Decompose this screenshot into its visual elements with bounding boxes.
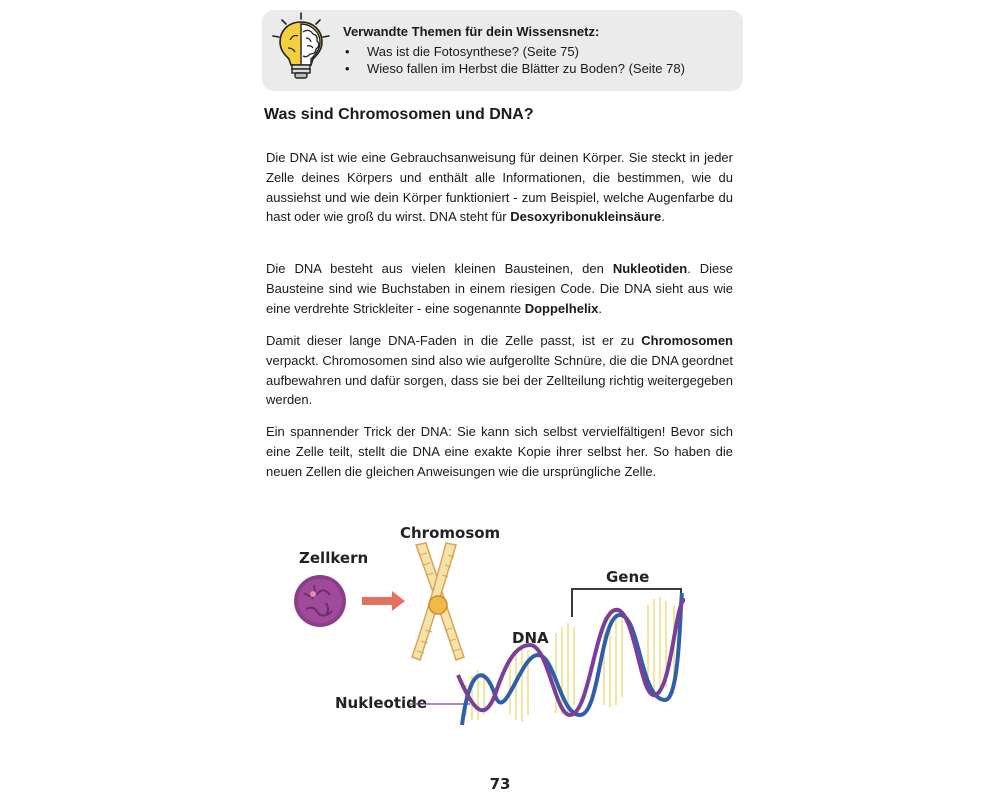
arrow-icon <box>362 591 405 611</box>
paragraph-1-end: . <box>661 209 665 225</box>
related-topic-text: Was ist die Fotosynthese? (Seite 75) <box>367 44 579 59</box>
chromosome-icon <box>412 543 464 660</box>
bullet-icon: • <box>345 44 350 59</box>
paragraph-3-text-a: Damit dieser lange DNA-Faden in die Zelle passt, ist er zu <box>266 333 642 348</box>
paragraph-2-text-c: . <box>598 300 603 316</box>
paragraph-4 <box>266 422 733 481</box>
dna-diagram <box>280 515 720 740</box>
term-nukleotiden: Nukleotiden <box>612 261 688 276</box>
paragraph-2-text-b: . Diese Bausteine sind wie Buchstaben in einem riesigen Code. Die DNA sieht aus wie eine verdrehte Strickleiter - eine sogenannte <box>266 261 733 316</box>
paragraph-3 <box>266 331 733 410</box>
paragraph-3-text-b: verpackt. Chromosomen sind also wie aufgerollte Schnüre, die die DNA geordnet aufbewahren und dafür sorgen, dass sie bei der Zellteilung richtig weitergegeben werden. <box>266 352 733 408</box>
related-topics-box <box>262 10 743 91</box>
lightbulb-brain-icon <box>270 12 332 82</box>
paragraph-2-text-a: Die DNA besteht aus vielen kleinen Bausteinen, den <box>266 261 613 276</box>
term-doppelhelix: Doppelhelix <box>524 300 599 316</box>
related-topics-title: Verwandte Themen für dein Wissensnetz: <box>343 24 600 39</box>
paragraph-1-text: Die DNA ist wie eine Gebrauchsanweisung für deinen Körper. Sie steckt in jeder Zelle deines Körpers und enthält alle Informationen, die bestimmen, wie du aussiehst und wie dein Körper funktioniert - zum Beispiel, welche Augenfarbe du hast oder wie groß du wirst. DNA steht für <box>266 150 733 225</box>
label-zellkern: Zellkern <box>299 549 369 567</box>
paragraph-4-text: Ein spannender Trick der DNA: Sie kann sich selbst vervielfältigen! Bevor sich eine Zelle teilt, stellt die DNA eine exakte Kopie ihrer selbst her. So haben die neuen Zellen die gleichen Anweisungen wie die ursprüngliche Zelle. <box>266 424 733 479</box>
label-nukleotide: Nukleotide <box>335 694 428 712</box>
page-number: 73 <box>489 775 511 793</box>
paragraph-2 <box>266 259 733 318</box>
related-topic-item[interactable] <box>343 60 685 77</box>
label-dna: DNA <box>512 629 549 647</box>
gene-bracket <box>572 589 681 617</box>
label-chromosom: Chromosom <box>400 524 501 542</box>
term-chromosomen: Chromosomen <box>641 333 733 348</box>
related-topic-text: Wieso fallen im Herbst die Blätter zu Boden? (Seite 78) <box>367 61 685 76</box>
nucleus-icon <box>294 575 346 627</box>
bullet-icon: • <box>345 61 350 76</box>
term-desoxyribonukleinsaeure: Desoxyribonukleinsäure <box>510 209 662 225</box>
paragraph-1 <box>266 148 733 227</box>
related-topics-list <box>343 43 685 77</box>
label-gene: Gene <box>606 568 650 586</box>
section-heading: Was sind Chromosomen und DNA? <box>264 106 534 123</box>
related-topic-item[interactable] <box>343 43 685 60</box>
